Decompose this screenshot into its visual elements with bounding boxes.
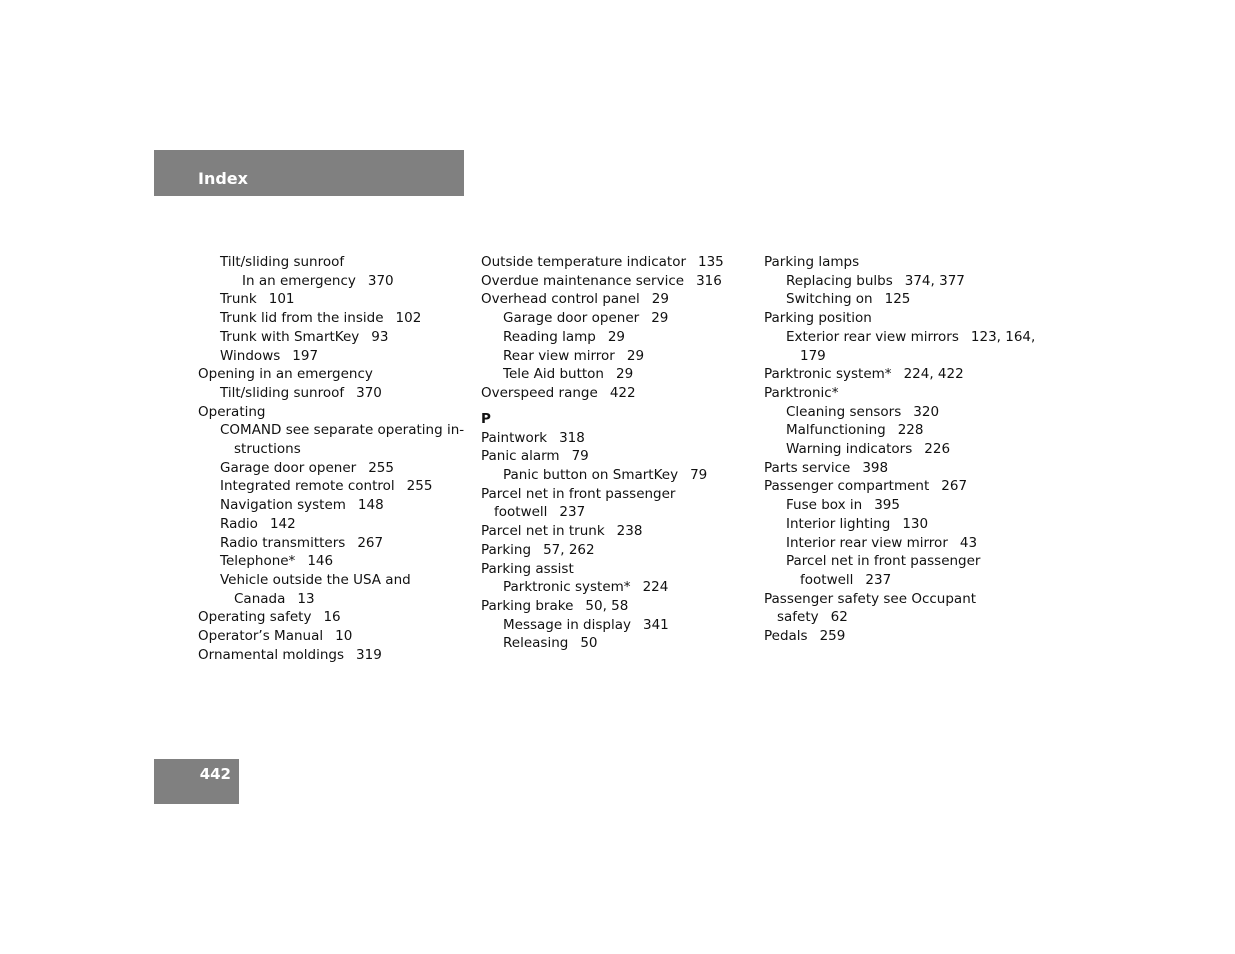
index-entry-text: Parking <box>481 541 532 558</box>
index-subentry <box>481 616 743 635</box>
index-page-ref: 57, 262 <box>543 541 595 558</box>
index-entry-text: Panic alarm <box>481 448 560 465</box>
index-entry <box>481 272 743 291</box>
index-entry <box>198 403 460 422</box>
index-entry <box>481 541 743 560</box>
index-page-ref: 398 <box>862 459 889 476</box>
index-page-ref: 62 <box>830 609 848 626</box>
index-entry-text: safety <box>777 609 819 626</box>
index-entry <box>764 253 1034 272</box>
index-subentry <box>764 552 1034 571</box>
index-entry <box>198 646 460 665</box>
index-entry-text: Passenger compartment <box>764 478 930 495</box>
index-page-ref: 179 <box>800 347 826 364</box>
index-page-ref: 370 <box>367 272 394 289</box>
index-entry-text: Panic button on SmartKey <box>503 467 679 484</box>
index-entry-text: Vehicle outside the USA and <box>220 571 411 588</box>
index-subentry <box>198 347 460 366</box>
index-page-ref: 259 <box>819 628 846 645</box>
index-entry-text: Releasing <box>503 635 569 652</box>
index-subentry <box>198 477 460 496</box>
index-subentry <box>481 634 743 653</box>
index-entry-text: Fuse box in <box>786 497 863 514</box>
index-entry-continuation <box>764 347 1034 366</box>
index-entry <box>481 429 743 448</box>
index-page-ref: 395 <box>874 497 900 514</box>
index-entry-text: In an emergency <box>242 272 356 289</box>
index-page-ref: 148 <box>357 497 384 514</box>
index-page-ref: 130 <box>902 515 929 532</box>
index-entry-text: Interior rear view mirror <box>786 534 948 551</box>
index-subentry <box>764 440 1034 459</box>
index-page-ref: 29 <box>651 310 669 327</box>
index-page-ref: 422 <box>609 384 636 401</box>
index-entry-text: Paintwork <box>481 429 548 446</box>
index-page-ref: 224, 422 <box>903 366 964 383</box>
index-page-ref: 197 <box>292 347 319 364</box>
index-page-ref: 255 <box>406 478 433 495</box>
index-entry-text: Pedals <box>764 628 808 645</box>
index-page-ref: 370 <box>356 384 382 401</box>
index-page-ref: 237 <box>559 504 586 521</box>
index-subentry <box>198 272 460 291</box>
page-number-box <box>154 759 239 804</box>
index-entry-text: Parking assist <box>481 560 574 577</box>
index-entry-text: Parcel net in front passenger <box>481 485 676 502</box>
index-subentry <box>481 309 743 328</box>
index-page-ref: 320 <box>913 403 940 420</box>
index-entry <box>764 477 1034 496</box>
index-entry-text: Telephone* <box>220 553 296 570</box>
index-entry-text: Warning indicators <box>786 441 913 458</box>
index-entry-text: Outside temperature indicator <box>481 254 686 270</box>
index-entry-text: Parking brake <box>481 597 574 614</box>
index-page-ref: 123, 164, <box>970 328 1036 345</box>
index-subentry <box>764 534 1034 553</box>
index-entry <box>481 522 743 541</box>
index-entry-continuation <box>481 503 743 522</box>
index-entry <box>481 447 743 466</box>
index-page-ref: 50 <box>580 635 598 652</box>
index-entry <box>764 365 1034 384</box>
index-page-ref: 29 <box>626 347 645 364</box>
index-entry-text: Passenger safety see Occupant <box>764 590 977 607</box>
index-entry-text: Parcel net in trunk <box>481 523 605 540</box>
index-entry-text: Parktronic system* <box>764 366 892 383</box>
index-entry-text: Operating <box>198 403 266 420</box>
index-entry-text: footwell <box>800 571 854 588</box>
index-entry-text: Parking lamps <box>764 254 860 270</box>
index-entry-text: Tele Aid button <box>503 366 604 383</box>
index-page-ref: 13 <box>297 590 315 607</box>
index-entry-text: Integrated remote control <box>220 478 395 495</box>
index-entry-text: Rear view mirror <box>503 347 615 364</box>
index-entry <box>764 309 1034 328</box>
index-entry-text: Garage door opener <box>220 459 357 476</box>
index-page-ref: 267 <box>357 534 384 551</box>
index-column-2 <box>481 253 743 653</box>
index-page-ref: 226 <box>924 441 951 458</box>
index-entry-text: Cleaning sensors <box>786 403 902 420</box>
index-subentry <box>481 466 743 485</box>
index-entry <box>198 365 460 384</box>
index-letter: P <box>481 410 491 427</box>
index-page-ref: 224 <box>642 579 669 596</box>
index-page-ref: 10 <box>335 628 353 645</box>
index-page-ref: 79 <box>571 448 589 465</box>
index-page-ref: 238 <box>616 523 643 540</box>
index-entry-text: Replacing bulbs <box>786 272 893 289</box>
index-entry-continuation <box>764 571 1034 590</box>
index-entry-continuation <box>198 590 460 609</box>
index-entry <box>481 485 743 504</box>
index-page-ref: 16 <box>323 609 341 626</box>
index-entry <box>481 384 743 403</box>
index-entry-text: Operating safety <box>198 609 312 626</box>
index-column-1 <box>198 253 465 664</box>
index-page-ref: 237 <box>865 571 892 588</box>
index-subentry <box>198 496 460 515</box>
index-subentry <box>764 272 1034 291</box>
index-page-ref: 255 <box>368 459 394 476</box>
index-entry-text: Parktronic* <box>764 384 839 401</box>
index-subentry <box>198 571 460 590</box>
index-entry-text: Overdue maintenance service <box>481 272 685 289</box>
index-subentry <box>198 459 460 478</box>
index-subentry <box>198 552 460 571</box>
index-entry-continuation <box>764 608 1034 627</box>
index-page-ref: 101 <box>268 291 295 308</box>
index-entry <box>764 384 1034 403</box>
index-entry <box>481 253 743 272</box>
index-page-ref: 374, 377 <box>904 272 965 289</box>
index-subentry <box>481 365 743 384</box>
index-page-ref: 43 <box>959 534 978 551</box>
index-header-bar <box>154 150 464 196</box>
index-entry-text: Tilt/sliding sunroof <box>220 254 345 270</box>
index-entry-text: Radio transmitters <box>220 534 346 551</box>
index-entry <box>481 290 743 309</box>
index-entry <box>481 597 743 616</box>
index-entry-text: Trunk <box>220 291 257 308</box>
index-entry <box>764 459 1034 478</box>
index-page-ref: 316 <box>696 272 722 289</box>
index-entry <box>481 560 743 579</box>
index-entry <box>198 608 460 627</box>
index-page-ref: 102 <box>395 310 422 327</box>
index-entry-text: Malfunctioning <box>786 422 886 439</box>
index-page-ref: 29 <box>607 328 626 345</box>
index-subentry <box>764 328 1034 347</box>
index-entry-text: Trunk lid from the inside <box>220 310 384 327</box>
index-entry-text: structions <box>234 441 301 458</box>
index-subentry <box>198 421 465 440</box>
index-subentry <box>198 290 460 309</box>
index-entry-text: Exterior rear view mirrors <box>786 328 959 345</box>
index-subentry <box>764 403 1034 422</box>
index-page-ref: 318 <box>559 429 585 446</box>
index-entry-text: Overhead control panel <box>481 291 640 308</box>
index-subentry <box>198 534 460 553</box>
index-entry-text: Switching on <box>786 291 873 308</box>
index-entry-text: Ornamental moldings <box>198 646 345 663</box>
index-page-ref: 267 <box>941 478 968 495</box>
index-subentry <box>764 496 1034 515</box>
index-subentry <box>764 290 1034 309</box>
index-page-ref: 142 <box>269 515 296 532</box>
index-subentry <box>198 309 460 328</box>
index-entry-text: Parts service <box>764 459 851 476</box>
index-entry-text: Tilt/sliding sunroof <box>220 384 345 401</box>
page-number: 442 <box>199 765 231 783</box>
index-entry-text: Parking position <box>764 310 872 327</box>
index-page-ref: 146 <box>307 553 334 570</box>
index-entry-text: Message in display <box>503 616 631 633</box>
index-entry-text: footwell <box>494 504 548 521</box>
index-subentry <box>764 421 1034 440</box>
index-subentry <box>481 578 743 597</box>
index-page-ref: 319 <box>356 646 382 663</box>
index-entry-text: Operator’s Manual <box>198 628 324 645</box>
index-entry <box>198 627 460 646</box>
index-entry-text: Canada <box>234 590 286 607</box>
index-entry-text: Windows <box>220 347 281 364</box>
index-page-ref: 228 <box>897 422 924 439</box>
index-entry-text: Opening in an emergency <box>198 366 373 383</box>
index-header-title: Index <box>198 169 248 188</box>
index-page-ref: 29 <box>651 291 669 308</box>
index-page-ref: 135 <box>698 254 724 270</box>
index-entry-text: COMAND see separate operating in- <box>220 422 465 439</box>
index-subentry <box>198 515 460 534</box>
index-entry-text: Overspeed range <box>481 384 598 401</box>
index-entry-continuation <box>198 440 460 459</box>
index-entry-text: Trunk with SmartKey <box>220 328 360 345</box>
index-page-ref: 341 <box>643 616 669 633</box>
index-entry-text: Garage door opener <box>503 310 640 327</box>
index-entry-text: Navigation system <box>220 497 346 514</box>
index-entry-text: Reading lamp <box>503 328 596 345</box>
index-page-ref: 29 <box>615 366 634 383</box>
index-subentry <box>481 347 743 366</box>
index-entry <box>764 627 1034 646</box>
index-entry-text: Parcel net in front passenger <box>786 553 981 570</box>
index-page-ref: 50, 58 <box>585 597 629 614</box>
index-subentry <box>198 253 460 272</box>
index-letter-heading <box>481 409 743 429</box>
index-entry-text: Interior lighting <box>786 515 891 532</box>
index-entry-text: Radio <box>220 515 258 532</box>
index-page-ref: 125 <box>884 291 911 308</box>
index-subentry <box>764 515 1034 534</box>
index-subentry <box>198 384 460 403</box>
index-subentry <box>481 328 743 347</box>
index-entry-text: Parktronic system* <box>503 579 631 596</box>
index-subentry <box>198 328 460 347</box>
index-page-ref: 79 <box>690 467 708 484</box>
index-entry <box>764 590 1034 609</box>
index-column-3 <box>764 253 1034 646</box>
index-page-ref: 93 <box>371 328 389 345</box>
